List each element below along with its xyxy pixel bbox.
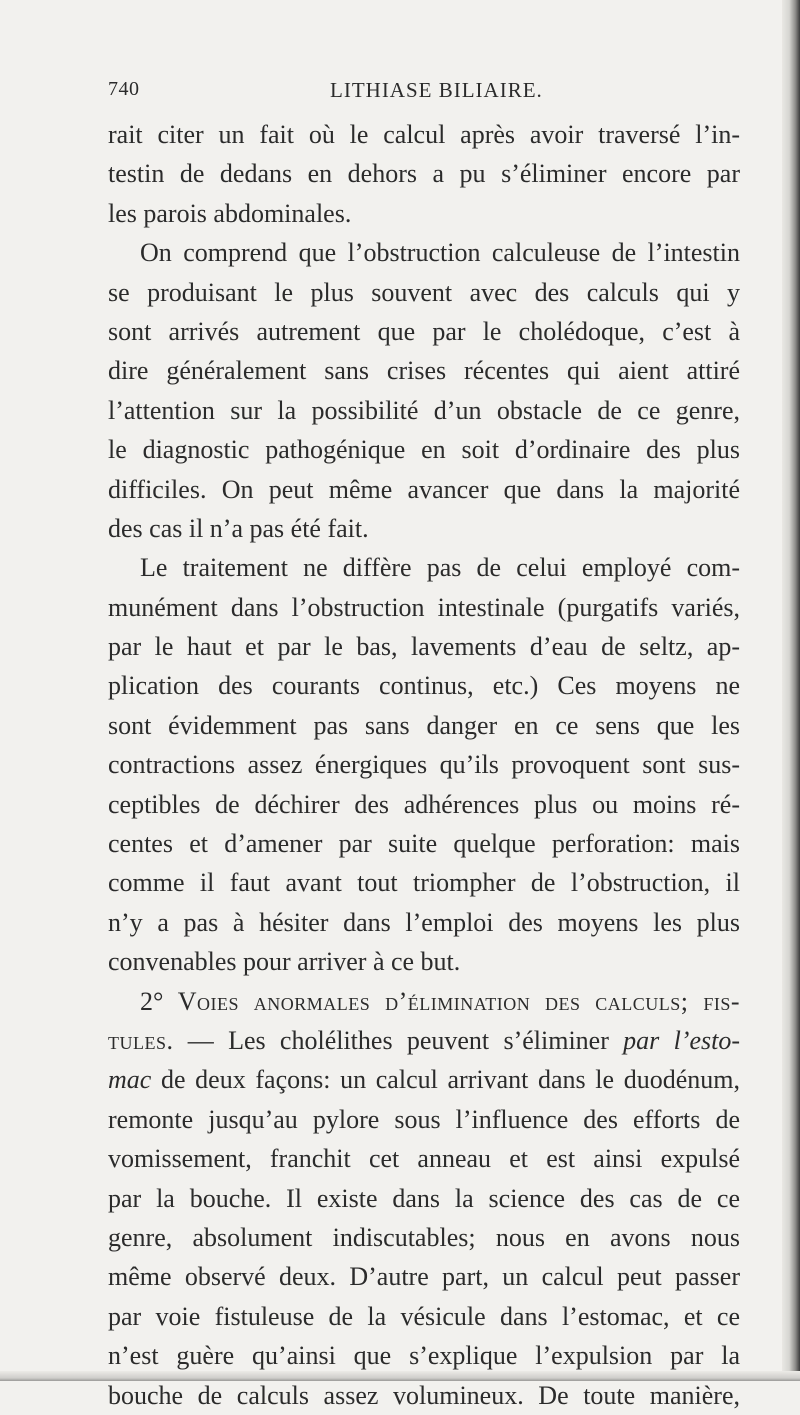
section-line-text: — Les cholélithes peuvent s’éliminer: [187, 1025, 609, 1055]
text-line: testin de dedans en dehors a pu s’éliminer encore par: [108, 159, 740, 189]
text-line: sont évidemment pas sans danger en ce sens que les: [108, 710, 740, 740]
section-line-text: de deux façons: un calcul arrivant dans le duodénum,: [160, 1065, 740, 1095]
text-line: comme il faut avant tout triompher de l’obstruction, il: [108, 868, 740, 898]
text-line: bouche de calculs assez volumineux. De toute manière,: [108, 1380, 740, 1410]
page-header: [108, 78, 748, 112]
text-line: par la bouche. Il existe dans la science des cas de ce: [108, 1183, 740, 1213]
italic-word: mac: [108, 1065, 152, 1095]
text-line: convenables pour arriver à ce but.: [108, 947, 461, 977]
text-line: On comprend que l’obstruction calculeuse de l’intestin: [140, 238, 740, 268]
text-line: sont arrivés autrement que par le cholédoque, c’est à: [108, 316, 740, 346]
section-title-end: tules.: [108, 1025, 174, 1055]
italic-phrase: par l’esto-: [623, 1025, 741, 1055]
section-heading-line: [108, 982, 740, 1021]
section-paragraph: [108, 1100, 740, 1415]
text-line: Le traitement ne diffère pas de celui employé com-: [140, 553, 740, 583]
text-line: par le haut et par le bas, lavements d’eau de seltz, ap-: [108, 632, 740, 662]
text-line: n’est guère qu’ainsi que s’explique l’expulsion par la: [108, 1341, 740, 1371]
text-line: dire généralement sans crises récentes qui aient attiré: [108, 356, 740, 386]
text-line: par voie fistuleuse de la vésicule dans l’estomac, et ce: [108, 1301, 740, 1331]
text-line: vomissement, franchit cet anneau et est ainsi expulsé: [108, 1144, 740, 1174]
text-line: remonte jusqu’au pylore sous l’influence des efforts de: [108, 1104, 740, 1134]
section-line: [108, 1021, 740, 1060]
running-head: LITHIASE BILIAIRE.: [330, 78, 543, 102]
page-number: 740: [108, 78, 140, 100]
text-line: plication des courants continus, etc.) Ces moyens ne: [108, 671, 740, 701]
text-line: munément dans l’obstruction intestinale (purgatifs variés,: [108, 592, 740, 622]
page-edge-shadow: [782, 0, 800, 1381]
text-line: les parois abdominales.: [108, 198, 352, 228]
text-line: se produisant le plus souvent avec des calculs qui y: [108, 277, 740, 307]
section-line: [108, 1060, 740, 1099]
text-line: le diagnostic pathogénique en soit d’ordinaire des plus: [108, 435, 740, 465]
text-line: l’attention sur la possibilité d’un obstacle de ce genre,: [108, 395, 740, 425]
text-line: genre, absolument indiscutables; nous en avons nous: [108, 1222, 740, 1252]
text-line: même observé deux. D’autre part, un calcul peut passer: [108, 1262, 740, 1292]
text-line: centes et d’amener par suite quelque perforation: mais: [108, 829, 740, 859]
text-line: contractions assez énergiques qu’ils provoquent sont sus-: [108, 750, 740, 780]
section-title: Voies anormales d’élimination des calculs; fis-: [177, 986, 741, 1016]
section-number: 2°: [140, 986, 164, 1016]
body-text: [108, 115, 740, 1415]
text-line: des cas il n’a pas été fait.: [108, 513, 369, 543]
text-line: n’y a pas à hésiter dans l’emploi des moyens les plus: [108, 907, 740, 937]
paragraphs: [108, 115, 740, 982]
text-line: difficiles. On peut même avancer que dans la majorité: [108, 474, 740, 504]
text-line: rait citer un fait où le calcul après avoir traversé l’in-: [108, 120, 740, 149]
text-line: ceptibles de déchirer des adhérences plus ou moins ré-: [108, 789, 740, 819]
